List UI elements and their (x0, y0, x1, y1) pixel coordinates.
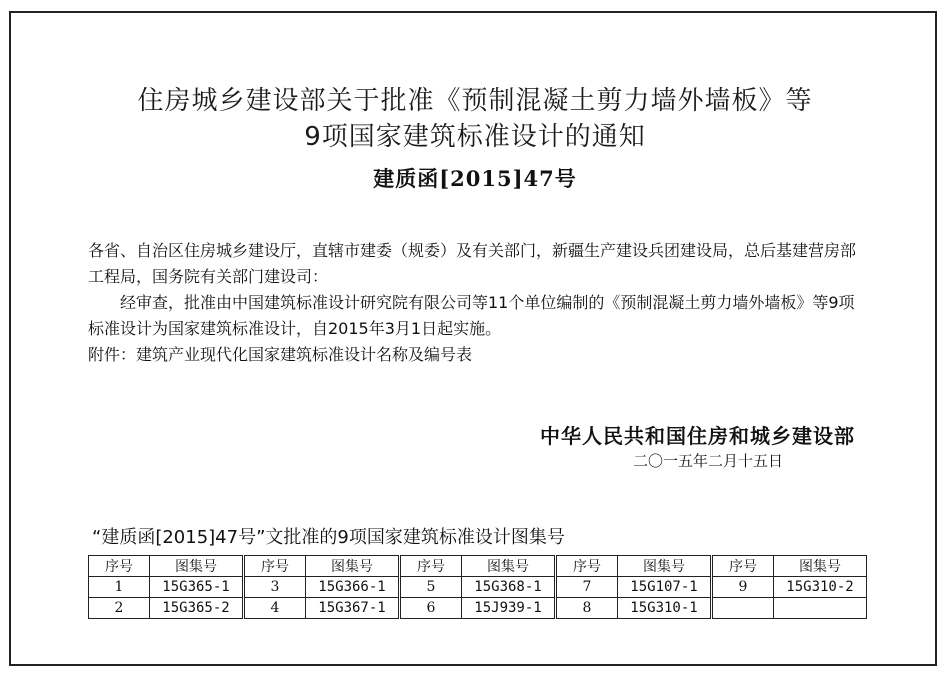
seq-cell: 3 (244, 577, 306, 598)
code-cell: 15G365-2 (150, 598, 244, 619)
table-row (89, 577, 867, 598)
code-cell: 15G367-1 (306, 598, 400, 619)
header-seq: 序号 (712, 556, 774, 577)
code-cell: 15G310-2 (774, 577, 867, 598)
seq-cell: 4 (244, 598, 306, 619)
seq-cell: 6 (400, 598, 462, 619)
header-code: 图集号 (150, 556, 244, 577)
seq-cell: 8 (556, 598, 618, 619)
code-cell: 15G107-1 (618, 577, 712, 598)
table-caption: “建质函[2015]47号”文批准的9项国家建筑标准设计图集号 (92, 527, 565, 548)
table-row (89, 598, 867, 619)
attachment-line: 附件：建筑产业现代化国家建筑标准设计名称及编号表 (88, 345, 473, 364)
addressee: 各省、自治区住房城乡建设厅，直辖市建委（规委）及有关部门，新疆生产建设兵团建设局，总后基建营房部工程局，国务院有关部门建设司： (88, 241, 857, 286)
seq-cell: 1 (89, 577, 150, 598)
code-cell (774, 598, 867, 619)
header-seq: 序号 (556, 556, 618, 577)
seq-cell (712, 598, 774, 619)
issue-date: 二〇一五年二月十五日 (633, 452, 784, 470)
seq-cell: 2 (89, 598, 150, 619)
header-code: 图集号 (462, 556, 556, 577)
header-seq: 序号 (244, 556, 306, 577)
table-header-row (89, 556, 867, 577)
seq-cell: 7 (556, 577, 618, 598)
code-cell: 15G310-1 (618, 598, 712, 619)
issuing-organization: 中华人民共和国住房和城乡建设部 (540, 424, 855, 448)
code-cell: 15G365-1 (150, 577, 244, 598)
header-seq: 序号 (400, 556, 462, 577)
document-number: 建质函[2015]47号 (373, 166, 577, 191)
main-paragraph: 经审查，批准由中国建筑标准设计研究院有限公司等11个单位编制的《预制混凝土剪力墙外墙板》等9项标准设计为国家建筑标准设计，自2015年3月1日起实施。 (88, 293, 855, 338)
atlas-number-table (88, 555, 867, 619)
code-cell: 15J939-1 (462, 598, 556, 619)
notice-title-line2: 9项国家建筑标准设计的通知 (304, 122, 646, 152)
seq-cell: 9 (712, 577, 774, 598)
code-cell: 15G368-1 (462, 577, 556, 598)
header-code: 图集号 (306, 556, 400, 577)
notice-title-line1: 住房城乡建设部关于批准《预制混凝土剪力墙外墙板》等 (137, 86, 813, 116)
header-code: 图集号 (774, 556, 867, 577)
seq-cell: 5 (400, 577, 462, 598)
code-cell: 15G366-1 (306, 577, 400, 598)
header-seq: 序号 (89, 556, 150, 577)
header-code: 图集号 (618, 556, 712, 577)
